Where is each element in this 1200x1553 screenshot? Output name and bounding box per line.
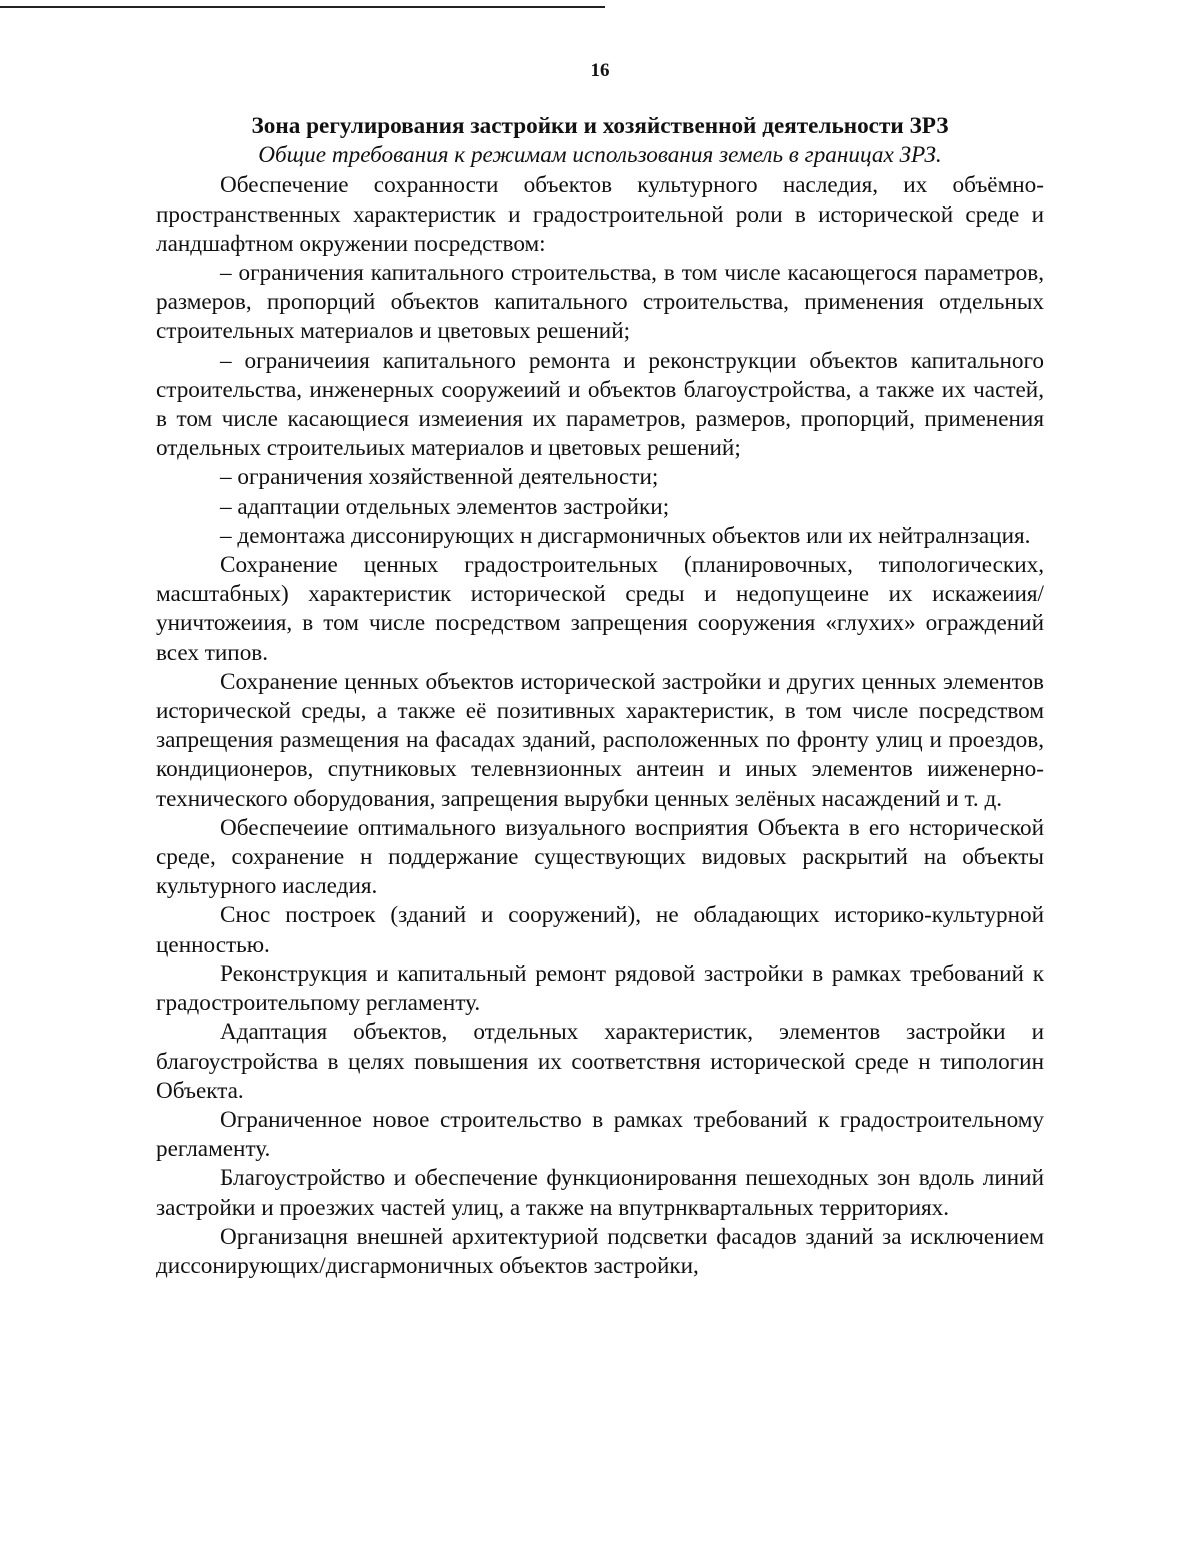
paragraph: Снос построек (зданий и сооружений), не обладающих историко-культурной ценностью. bbox=[156, 902, 1044, 958]
top-rule-line bbox=[0, 6, 605, 8]
page-number: 16 bbox=[590, 60, 610, 81]
paragraph: Сохранение ценных объектов исторической застройки и других ценных элементов исторической среды, а также её позитивных характеристик, в том числе посредством запрещения размещения на фасадах зданий, расположенных по фронту улиц и проездов, кондиционеров, спутниковых телевнзионных антеин и иных элементов ииженерно-технического оборудования, запрещения вырубки ценных зелёных насаждений и т. д. bbox=[156, 668, 1044, 812]
paragraph: Реконструкция и капитальный ремонт рядовой застройки в рамках требований к градостроительпому регламенту. bbox=[156, 960, 1044, 1017]
paragraph: Адаптация объектов, отдельных характеристик, элементов застройки и благоустройства в целях повышения их соответствня исторической среде н типологин Объекта. bbox=[156, 1019, 1044, 1104]
list-item: – адаптации отдельных элементов застройки; bbox=[220, 493, 670, 520]
paragraph: Организацня внешней архитектуриой подсветки фасадов зданий за исключением диссонирующих/дисгармоничных объектов застройки, bbox=[156, 1223, 1044, 1279]
paragraph: Обеспечеиие оптимального визуального восприятия Объекта в его нсторической среде, сохранение н поддержание существующих видовых раскрытий на объекты культурного иаследия. bbox=[156, 814, 1044, 900]
paragraph: Благоустройство и обеспечение функционировання пешеходных зон вдоль линий застройки и проезжих частей улиц, а также на впутрнквартальных территориях. bbox=[156, 1165, 1044, 1221]
list-item: – ограничеиия капитального ремонта и реконструкции объектов капитального строительства, инженерных сооружеиий и объектов благоустройства, а также их частей, в том числе касающиеся измеиения их параметров, размеров, пропорций, применения отдельных строительиых материалов и цветовых решений; bbox=[156, 347, 1044, 462]
paragraph: Ограниченное новое строительство в рамках требований к градостроительному регламенту. bbox=[156, 1106, 1044, 1163]
list-item: – ограничения капитального строительства, в том числе касающегося параметров, размеров, пропорций объектов капитального строительства, применения отдельных строительных материалов и цветовых решений; bbox=[156, 260, 1044, 345]
list-item: – ограничения хозяйственной деятельности; bbox=[220, 464, 659, 491]
section-subheading: Общие требования к режимам использования земель в границах ЗРЗ. bbox=[258, 142, 942, 169]
document-body bbox=[156, 112, 1044, 1281]
paragraph: Сохранение ценных градостроительных (планировочных, типологических, масштабных) характеристик исторической среды и недопущеине их искажеиия/уничтожеиия, в том числе посредством запрещения сооружения «глухих» ограждений всех типов. bbox=[156, 552, 1044, 666]
paragraph: Обеспечение сохранности объектов культурного наследия, их объёмно-пространственных характеристик и градостроительной роли в исторической среде и ландшафтном окружении посредством: bbox=[156, 172, 1044, 257]
list-item: – демонтажа диссонирующих н дисгармоничных объектов или их нейтралнзация. bbox=[220, 522, 1031, 549]
section-heading: Зона регулирования застройки и хозяйственной деятельности ЗРЗ bbox=[251, 113, 949, 139]
